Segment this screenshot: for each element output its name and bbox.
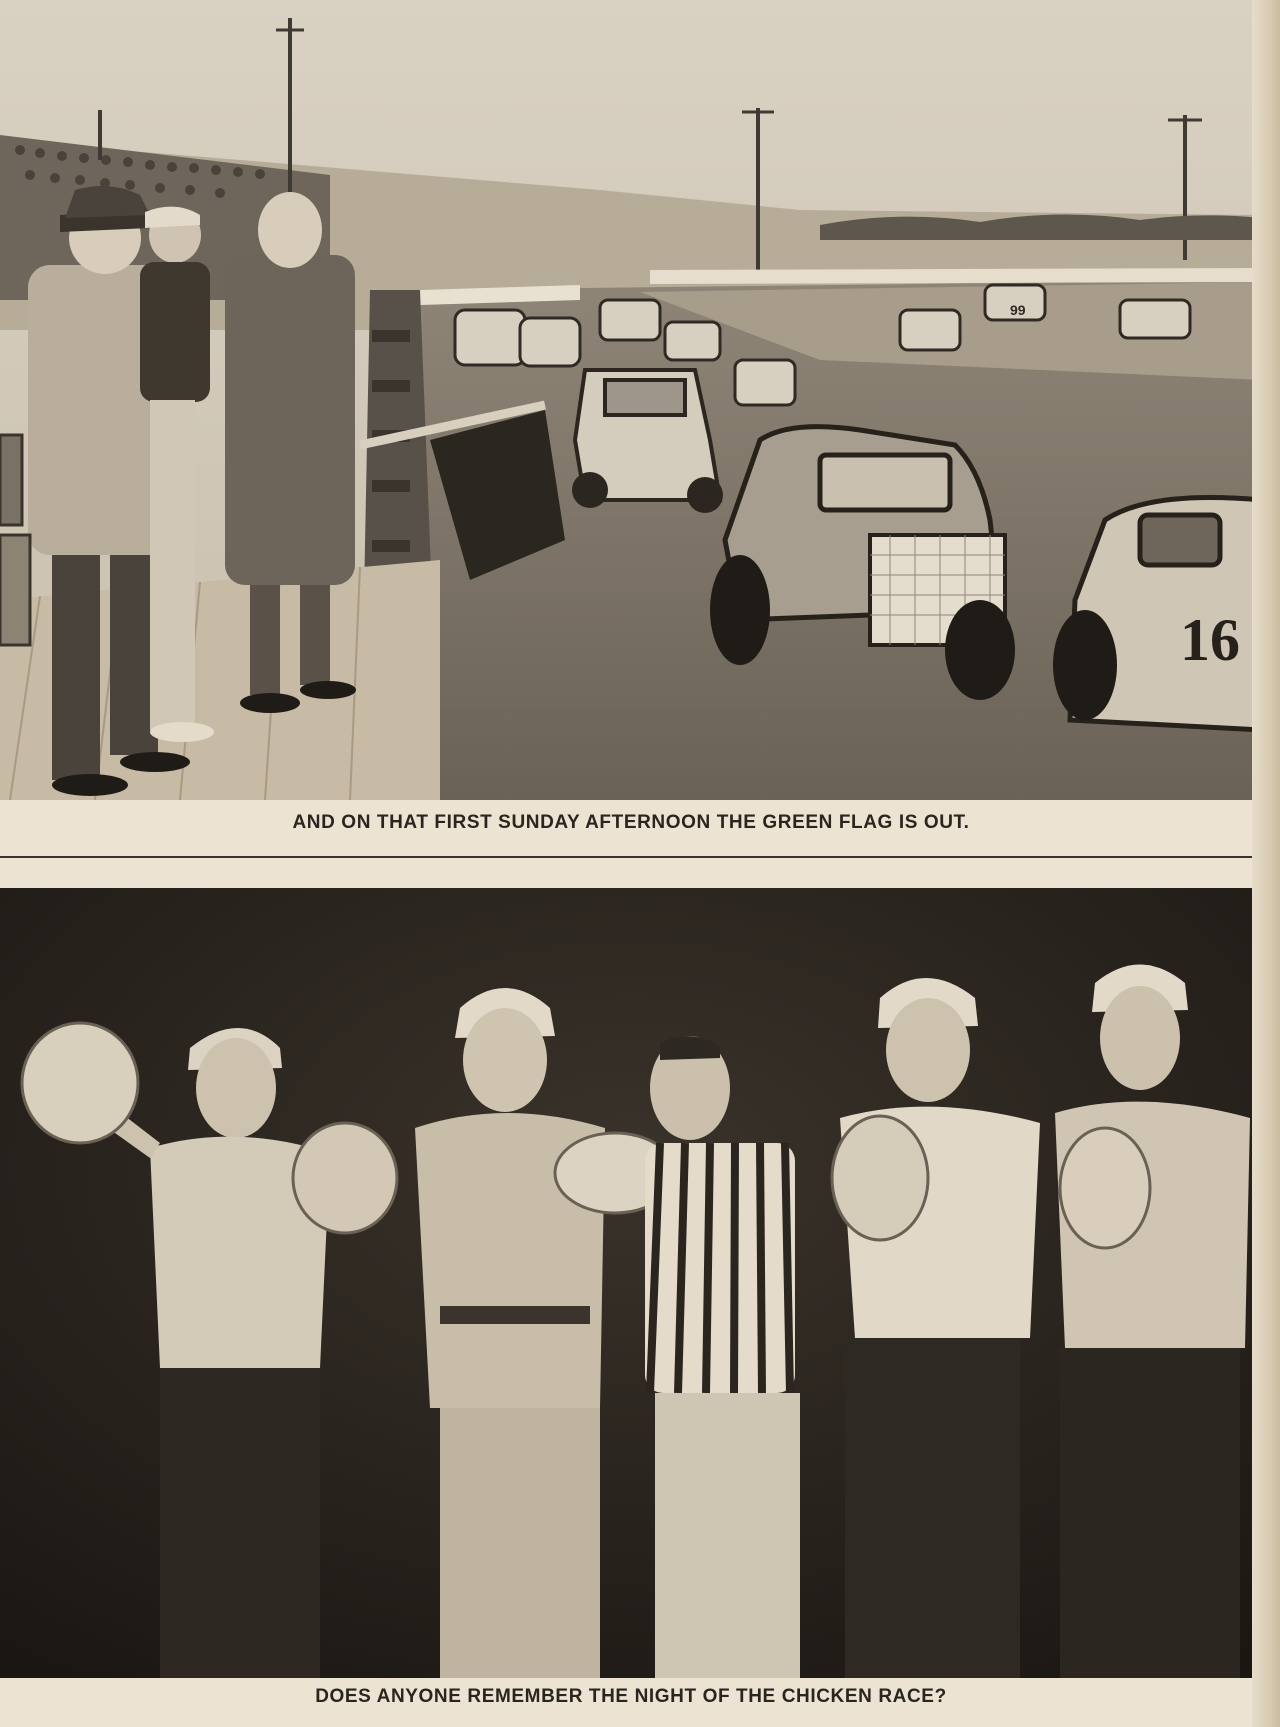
chicken-5 xyxy=(1060,1128,1150,1248)
bottom-photo-caption: DOES ANYONE REMEMBER THE NIGHT OF THE CHICKEN RACE? xyxy=(315,1686,947,1707)
chicken-1 xyxy=(22,1023,138,1143)
car-number-16: 16 xyxy=(1180,607,1240,673)
chicken-race-photo xyxy=(0,888,1262,1678)
car-number-99: 99 xyxy=(1010,302,1026,318)
page-gutter xyxy=(1252,0,1280,1727)
chicken-2 xyxy=(293,1123,397,1233)
race-start-photo xyxy=(0,0,1262,800)
chicken-4 xyxy=(832,1116,928,1240)
top-photo-caption: AND ON THAT FIRST SUNDAY AFTERNOON THE GREEN FLAG IS OUT. xyxy=(292,812,970,833)
section-divider xyxy=(0,856,1262,858)
